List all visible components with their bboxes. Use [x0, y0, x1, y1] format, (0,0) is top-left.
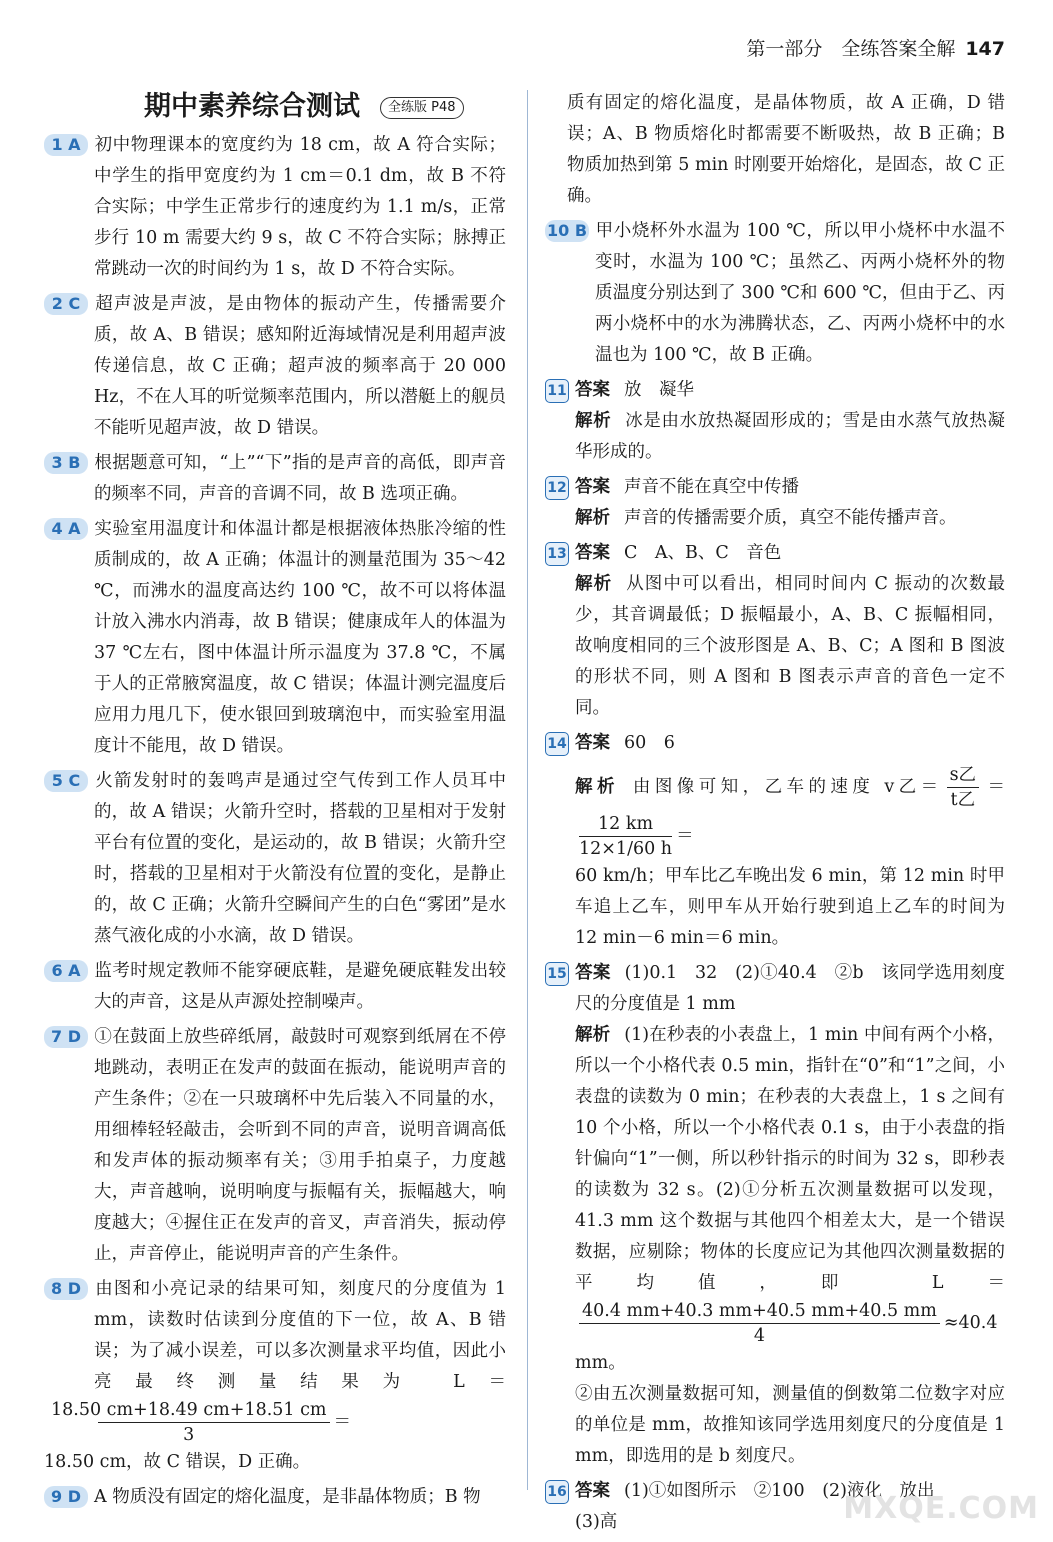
question-8	[44, 1274, 506, 1478]
answer-label: 答案	[575, 733, 610, 753]
question-13	[545, 538, 1005, 724]
question-number: 12	[545, 476, 569, 500]
fraction-denominator: 3	[183, 1425, 195, 1445]
question-1	[44, 130, 506, 285]
question-9	[44, 1482, 506, 1513]
analysis-part-2: ②由五次测量数据可知，测量值的倒数第二位数字对应的单位是 mm，故推知该同学选用刻度尺的分度值是 1 mm，即选用的是 b 刻度尺。	[575, 1384, 1005, 1466]
fraction-numerator: 40.4 mm+40.3 mm+40.5 mm+40.5 mm	[579, 1299, 940, 1324]
answer-label: 答案	[575, 477, 610, 497]
explanation: 超声波是声波，是由物体的振动产生，传播需要介质，故 A、B 错误；感知附近海域情况是利用超声波传递信息，故 C 正确；超声波的频率高于 20 000 Hz，不在人耳的听觉频率范围内，所以潜艇上的舰员不能听见超声波，故 D 错误。	[94, 294, 506, 438]
question-5	[44, 766, 506, 952]
column-divider	[527, 90, 528, 1490]
question-7	[44, 1022, 506, 1270]
question-9-continued	[545, 88, 1005, 212]
answer-badge: 7 D	[44, 1026, 88, 1048]
fraction-denominator: 4	[753, 1326, 765, 1346]
right-column	[545, 88, 1005, 1542]
site-watermark: MXQE.COM	[843, 1491, 1039, 1526]
question-number: 11	[545, 379, 569, 403]
question-number: 13	[545, 542, 569, 566]
analysis-text: (1)在秒表的小表盘上，1 min 中间有两个小格，所以一个小格代表 0.5 min，指针在“0”和“1”之间，小表盘的读数为 0 min；在秒表的大表盘上，1 s 之间有 10 个小格，所以一个小格代表 0.1 s，由于小表盘的指针偏向“1”一侧，所以秒针指示的时间为 32 s，即秒表的读数为 32 s。(2)①分析五次测量数据可以发现，41.3 mm 这个数据与其他四个相差太大，是一个错误数据，应剔除；物体的长度应记为其他四次测量数据的平均值，即 L＝	[575, 1025, 1006, 1293]
answer-badge: 6 A	[44, 960, 88, 982]
answer-text-continued: (3)高	[575, 1512, 618, 1532]
answer-badge: 9 D	[44, 1486, 88, 1508]
analysis-label: 解析	[575, 1025, 611, 1045]
analysis-text: 冰是由水放热凝固形成的；雪是由水蒸气放热凝华形成的。	[575, 411, 1006, 462]
approx-result: ≈40.4 mm。	[575, 1313, 998, 1373]
question-number: 16	[545, 1480, 569, 1504]
question-11	[545, 375, 1005, 468]
answer-text: C A、B、C 音色	[624, 543, 782, 563]
question-3	[44, 448, 506, 510]
question-6	[44, 956, 506, 1018]
equals-sign: ＝	[676, 826, 694, 846]
explanation: A 物质没有固定的熔化温度，是非晶体物质；B 物	[94, 1487, 481, 1507]
explanation: 实验室用温度计和体温计都是根据液体热胀冷缩的性质制成的，故 A 正确；体温计的测量范围为 35～42 ℃，而沸水的温度高达约 100 ℃，故不可以将体温计放入沸水内消毒，故 B 错误；健康成年人的体温为 37 ℃左右，图中体温计所示温度为 37.8 ℃，不属于人的正常腋窝温度，故 C 错误；体温计测完温度后应用力甩几下，使水银回到玻璃泡中，而实验室用温度计不能甩，故 D 错误。	[94, 519, 506, 756]
answer-text: 60 6	[624, 733, 675, 753]
value-fraction	[579, 812, 672, 861]
question-12	[545, 472, 1005, 534]
analysis-label: 解析	[575, 777, 619, 797]
page-title	[144, 88, 506, 126]
answer-badge: 4 A	[44, 518, 88, 540]
question-number: 15	[545, 962, 569, 986]
explanation: 质有固定的熔化温度，是晶体物质，故 A 正确，D 错误；A、B 物质熔化时都需要不断吸热，故 B 正确；B 物质加热到第 5 min 时刚要开始熔化，是固态，故 C 正确。	[567, 93, 1005, 206]
section-title: 第一部分 全练答案全解	[746, 38, 956, 60]
fraction-denominator: t乙	[950, 790, 976, 810]
question-4	[44, 514, 506, 762]
page-number: 147	[965, 38, 1005, 60]
question-15	[545, 958, 1005, 1472]
answer-text: 声音不能在真空中传播	[624, 477, 799, 497]
explanation: 由图和小亮记录的结果可知，刻度尺的分度值为 1 mm，读数时估读到分度值的下一位，故 A、B 错误；为了减小误差，可以多次测量求平均值，因此小亮最终测量结果为 L＝	[94, 1279, 506, 1392]
fraction-numerator: s乙	[947, 763, 979, 788]
question-14	[545, 728, 1005, 954]
equals-sign: ＝	[983, 777, 1006, 797]
title-tag: 全练版 P48	[380, 97, 464, 119]
question-2	[44, 289, 506, 444]
question-10	[545, 216, 1005, 371]
answer-label: 答案	[575, 543, 610, 563]
answer-text: (1)①如图所示 ②100 (2)液化 放出	[624, 1481, 935, 1501]
answer-badge: 10 B	[546, 221, 588, 240]
answer-text: (1)0.1 32 (2)①40.4 ②b 该同学选用刻度尺的分度值是 1 mm	[575, 963, 1006, 1014]
speed-fraction	[947, 763, 979, 812]
analysis-text: 从图中可以看出，相同时间内 C 振动的次数最少，其音调最低；D 振幅最小，A、B、C 振幅相同，故响度相同的三个波形图是 A、B、C；A 图和 B 图波的形状不同，则 A 图和 B 图表示声音的音色一定不同。	[575, 574, 1006, 718]
explanation: 甲小烧杯外水温为 100 ℃，所以甲小烧杯中水温不变时，水温为 100 ℃；虽然乙、丙两小烧杯外的物质温度分别达到了 300 ℃和 600 ℃，但由于乙、丙两小烧杯中的水为沸腾状态，乙、丙两小烧杯中的水温也为 100 ℃，故 B 正确。	[595, 221, 1005, 365]
answer-label: 答案	[575, 380, 610, 400]
answer-badge: 3 B	[44, 452, 88, 474]
explanation: ①在鼓面上放些碎纸屑，敲鼓时可观察到纸屑在不停地跳动，表明正在发声的鼓面在振动，能说明声音的产生条件；②在一只玻璃杯中先后装入不同量的水，用细棒轻轻敲击，会听到不同的声音，说明音调高低和发声体的振动频率有关；③用手拍桌子，力度越大，声音越响，说明响度与振幅有关，振幅越大，响度越大；④握住正在发声的音叉，声音消失，振动停止，声音停止，能说明声音的产生条件。	[94, 1027, 506, 1264]
answer-label: 答案	[575, 963, 611, 983]
fraction-numerator: 12 km	[579, 812, 672, 837]
answer-label: 答案	[575, 1481, 610, 1501]
explanation-continued: 18.50 cm，故 C 错误，D 正确。	[44, 1452, 311, 1472]
explanation: 初中物理课本的宽度约为 18 cm，故 A 符合实际；中学生的指甲宽度约为 1 cm＝0.1 dm，故 B 不符合实际；中学生正常步行的速度约为 1.1 m/s，正常步行 10 m 需要大约 9 s，故 C 不符合实际；脉搏正常跳动一次的时间约为 1 s，故 D 不符合实际。	[94, 135, 506, 279]
analysis-continued: 60 km/h；甲车比乙车晚出发 6 min，第 12 min 时甲车追上乙车，则甲车从开始行驶到追上乙车的时间为 12 min－6 min＝6 min。	[575, 866, 1005, 948]
left-column	[44, 88, 506, 1517]
answer-badge: 8 D	[44, 1278, 88, 1300]
analysis-label: 解析	[575, 411, 612, 431]
explanation: 监考时规定教师不能穿硬底鞋，是避免硬底鞋发出较大的声音，这是从声源处控制噪声。	[94, 961, 506, 1012]
average-fraction	[51, 1398, 330, 1447]
fraction-denominator: 12×1/60 h	[579, 839, 673, 859]
equals-sign: ＝	[333, 1412, 351, 1432]
explanation: 火箭发射时的轰鸣声是通过空气传到工作人员耳中的，故 A 错误；火箭升空时，搭载的卫星相对于发射平台有位置的变化，是运动的，故 B 错误；火箭升空时，搭载的卫星相对于火箭没有位置的变化，是静止的，故 C 正确；火箭升空瞬间产生的白色“雾团”是水蒸气液化成的小水滴，故 D 错误。	[94, 771, 506, 946]
question-number: 14	[545, 732, 569, 756]
answer-badge: 2 C	[44, 293, 88, 315]
answer-text: 放 凝华	[624, 380, 694, 400]
analysis-label: 解析	[575, 574, 613, 594]
average-fraction	[579, 1299, 940, 1348]
explanation: 根据题意可知，“上”“下”指的是声音的高低，即声音的频率不同，声音的音调不同，故 B 选项正确。	[94, 453, 506, 504]
title-text: 期中素养综合测试	[144, 91, 360, 122]
analysis-label: 解析	[575, 508, 610, 528]
analysis-text: 声音的传播需要介质，真空不能传播声音。	[624, 508, 957, 528]
answer-badge: 5 C	[44, 770, 88, 792]
page-header	[746, 34, 1005, 61]
analysis-text: 由图像可知，乙车的速度 v乙＝	[632, 777, 943, 797]
fraction-numerator: 18.50 cm+18.49 cm+18.51 cm	[98, 1398, 330, 1423]
answer-badge: 1 A	[44, 134, 88, 156]
